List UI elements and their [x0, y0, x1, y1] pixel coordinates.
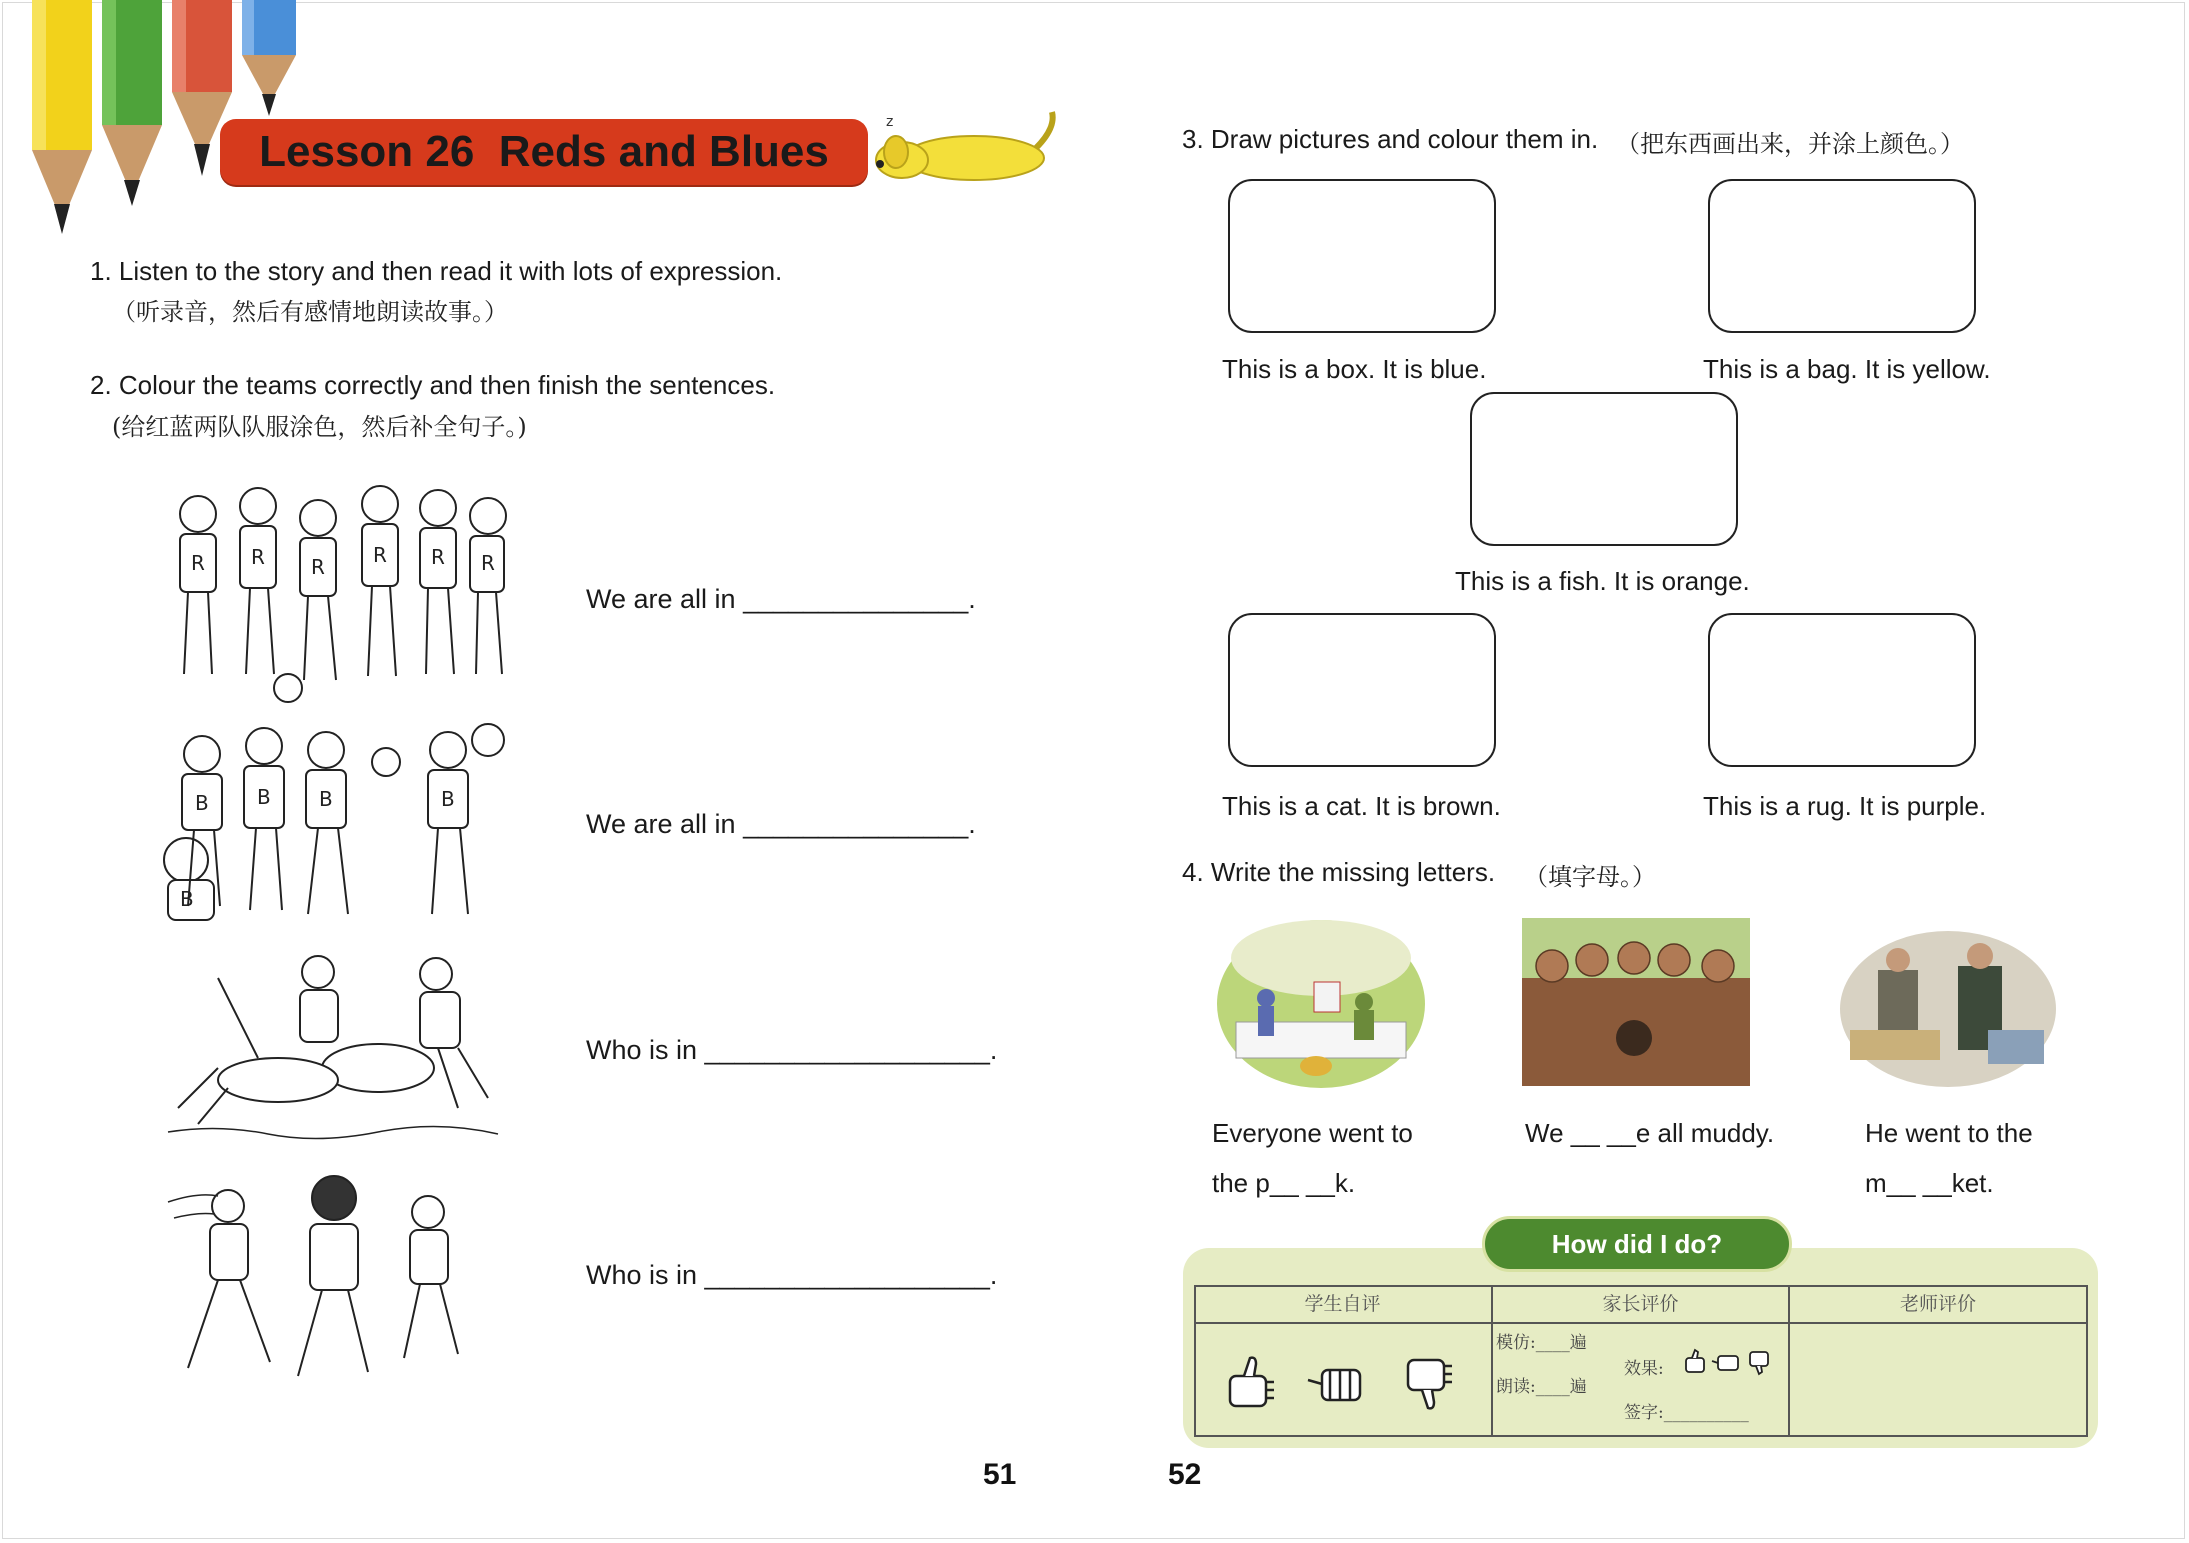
self-rating-icons: [1224, 1350, 1464, 1418]
section2-instruction: 2. Colour the teams correctly and then finish the sentences.: [90, 370, 776, 400]
svg-text:B: B: [180, 887, 194, 911]
section3-instruction-cn: （把东西画出来，并涂上颜色。）: [1616, 130, 1964, 158]
svg-text:z: z: [886, 114, 894, 130]
section1-instruction: 1. Listen to the story and then read it with lots of expression.: [90, 256, 783, 286]
pencil-yellow-icon: [32, 0, 92, 234]
caption-box: This is a box. It is blue.: [1222, 354, 1487, 384]
evaluation-title: How did I do?: [1551, 1229, 1723, 1259]
pencil-blue-icon: [242, 0, 296, 116]
team-blues-illustration: [158, 720, 514, 934]
market-illustration: [1838, 930, 2058, 1088]
running-illustration: [158, 1172, 514, 1394]
sentence-3: Who is in ___________________.: [586, 1035, 998, 1065]
parent-imitate: 模仿:____遍: [1496, 1333, 1587, 1353]
sentence-2: We are all in _______________.: [586, 809, 976, 839]
drawing-box-fish[interactable]: [1470, 392, 1738, 546]
missing-letters-2-line1: We __ __e all muddy.: [1525, 1118, 1775, 1148]
drawing-box-box[interactable]: [1228, 179, 1496, 333]
section1-instruction-cn: （听录音，然后有感情地朗读故事。）: [112, 298, 508, 326]
drawing-box-cat[interactable]: [1228, 613, 1496, 767]
sentence-1: We are all in _______________.: [586, 584, 976, 614]
col-parent: 家长评价: [1602, 1293, 1679, 1315]
section4-instruction-cn: （填字母。）: [1524, 863, 1656, 891]
team-reds-illustration: [158, 484, 514, 706]
drawing-box-bag[interactable]: [1708, 179, 1976, 333]
sleeping-dog-icon: [866, 108, 1062, 186]
svg-text:R: R: [311, 555, 325, 579]
evaluation-table-header-line: [1194, 1322, 2088, 1324]
muddy-team-illustration: [1522, 918, 1750, 1086]
thumbs-middle-icon[interactable]: [1308, 1370, 1360, 1400]
svg-text:B: B: [257, 785, 271, 809]
svg-text:B: B: [319, 787, 333, 811]
svg-text:R: R: [373, 543, 387, 567]
parent-effect: 效果:: [1624, 1359, 1664, 1379]
svg-text:R: R: [431, 545, 445, 569]
section2-instruction-cn: (给红蓝两队队服涂色，然后补全句子。): [112, 413, 527, 441]
tackle-illustration: [158, 948, 514, 1148]
effect-rating-icons: [1682, 1348, 1778, 1378]
svg-text:B: B: [441, 787, 455, 811]
park-illustration: [1216, 918, 1426, 1090]
svg-text:R: R: [251, 545, 265, 569]
col-student: 学生自评: [1304, 1293, 1381, 1315]
caption-rug: This is a rug. It is purple.: [1703, 791, 1987, 821]
missing-letters-1-line1: Everyone went to: [1212, 1118, 1413, 1148]
caption-bag: This is a bag. It is yellow.: [1703, 354, 1991, 384]
caption-cat: This is a cat. It is brown.: [1222, 791, 1501, 821]
svg-text:B: B: [195, 791, 209, 815]
thumbs-up-icon[interactable]: [1230, 1358, 1274, 1406]
parent-read: 朗读:____遍: [1496, 1377, 1587, 1397]
parent-sign: 签字:__________: [1624, 1403, 1749, 1423]
page-number-left: 51: [983, 1458, 1017, 1491]
svg-text:R: R: [481, 551, 495, 575]
pencil-green-icon: [102, 0, 162, 206]
missing-letters-1-line2: the p__ __k.: [1212, 1168, 1356, 1198]
missing-letters-3-line2: m__ __ket.: [1865, 1168, 1994, 1198]
thumbs-down-icon[interactable]: [1408, 1360, 1452, 1408]
caption-fish: This is a fish. It is orange.: [1455, 566, 1750, 596]
sentence-4: Who is in ___________________.: [586, 1260, 998, 1290]
col-teacher: 老师评价: [1899, 1293, 1976, 1315]
missing-letters-3-line1: He went to the: [1865, 1118, 2033, 1148]
lesson-title: Lesson 26 Reds and Blues: [259, 127, 829, 176]
section3-instruction: 3. Draw pictures and colour them in.: [1182, 124, 1599, 154]
section4-instruction: 4. Write the missing letters.: [1182, 857, 1496, 887]
svg-text:R: R: [191, 551, 205, 575]
drawing-box-rug[interactable]: [1708, 613, 1976, 767]
page-number-right: 52: [1168, 1458, 1202, 1491]
